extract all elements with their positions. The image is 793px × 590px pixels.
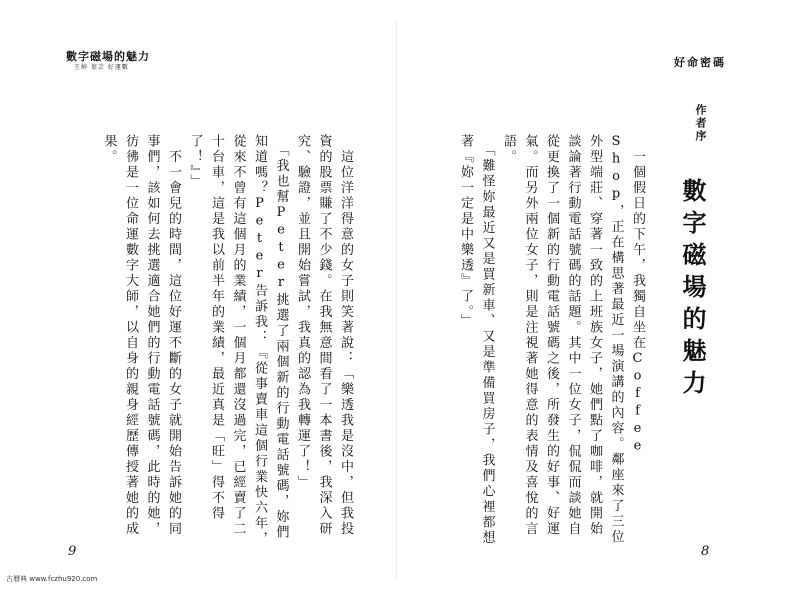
running-header-right: 好命密碼 (674, 56, 726, 69)
left-page-body: 這位洋洋得意的女子則笑著說：「樂透我是沒中，但我投資的股票賺了不少錢。在我無意間看了一本書後，我深入研究、驗證，並且開始嘗試，我真的認為我轉運了！」 「我也幫Peter挑選了兩個新的行動電話號碼，妳們知道嗎？Peter告訴我：『從事賣車這個行業快六年，從來不曾有這個月的業績，一個月都還沒過完，已經賣了二十台車，這是我以前半年的業績，最近真是「旺」得不得了！』」 不一會兒的時間，這位好運不斷的女子就開始告訴她的同事們，該如何去挑選適合她們的行動電話號碼，此時的她，彷彿是一位命運數字大師，以自身的親身經歷傳授著她的成果。 (101, 134, 353, 547)
footer-watermark: 古曆典 www.fczhu920.com (6, 575, 98, 583)
page-number-left: 9 (68, 544, 77, 559)
chapter-title: 數字磁場的魅力 (678, 178, 707, 402)
right-page-body: 一個假日的下午，我獨自坐在Coffee Shop，正在構思著最近一場演講的內容。鄰座來了三位外型端莊、穿著一致的上班族女子，她們點了咖啡，就開始談論著行動電話號碼的話題。其中一位女子，侃侃而談她自從更換了一個新的行動電話號碼之後，所發生的好事、好運氣。而另外兩位女子，則是注視著她得意的表情及喜悅的言語。 「難怪妳最近又是買新車、又是準備買房子，我們心裡都想著『妳一定是中樂透』了。」 (458, 134, 645, 546)
running-header-subtitle: 王紳 葉芸 好運數 (74, 64, 129, 71)
running-header-title: 數字磁場的魅力 (66, 50, 150, 63)
page-number-right: 8 (701, 544, 710, 559)
author-preface-label: 作者序 (694, 104, 707, 143)
